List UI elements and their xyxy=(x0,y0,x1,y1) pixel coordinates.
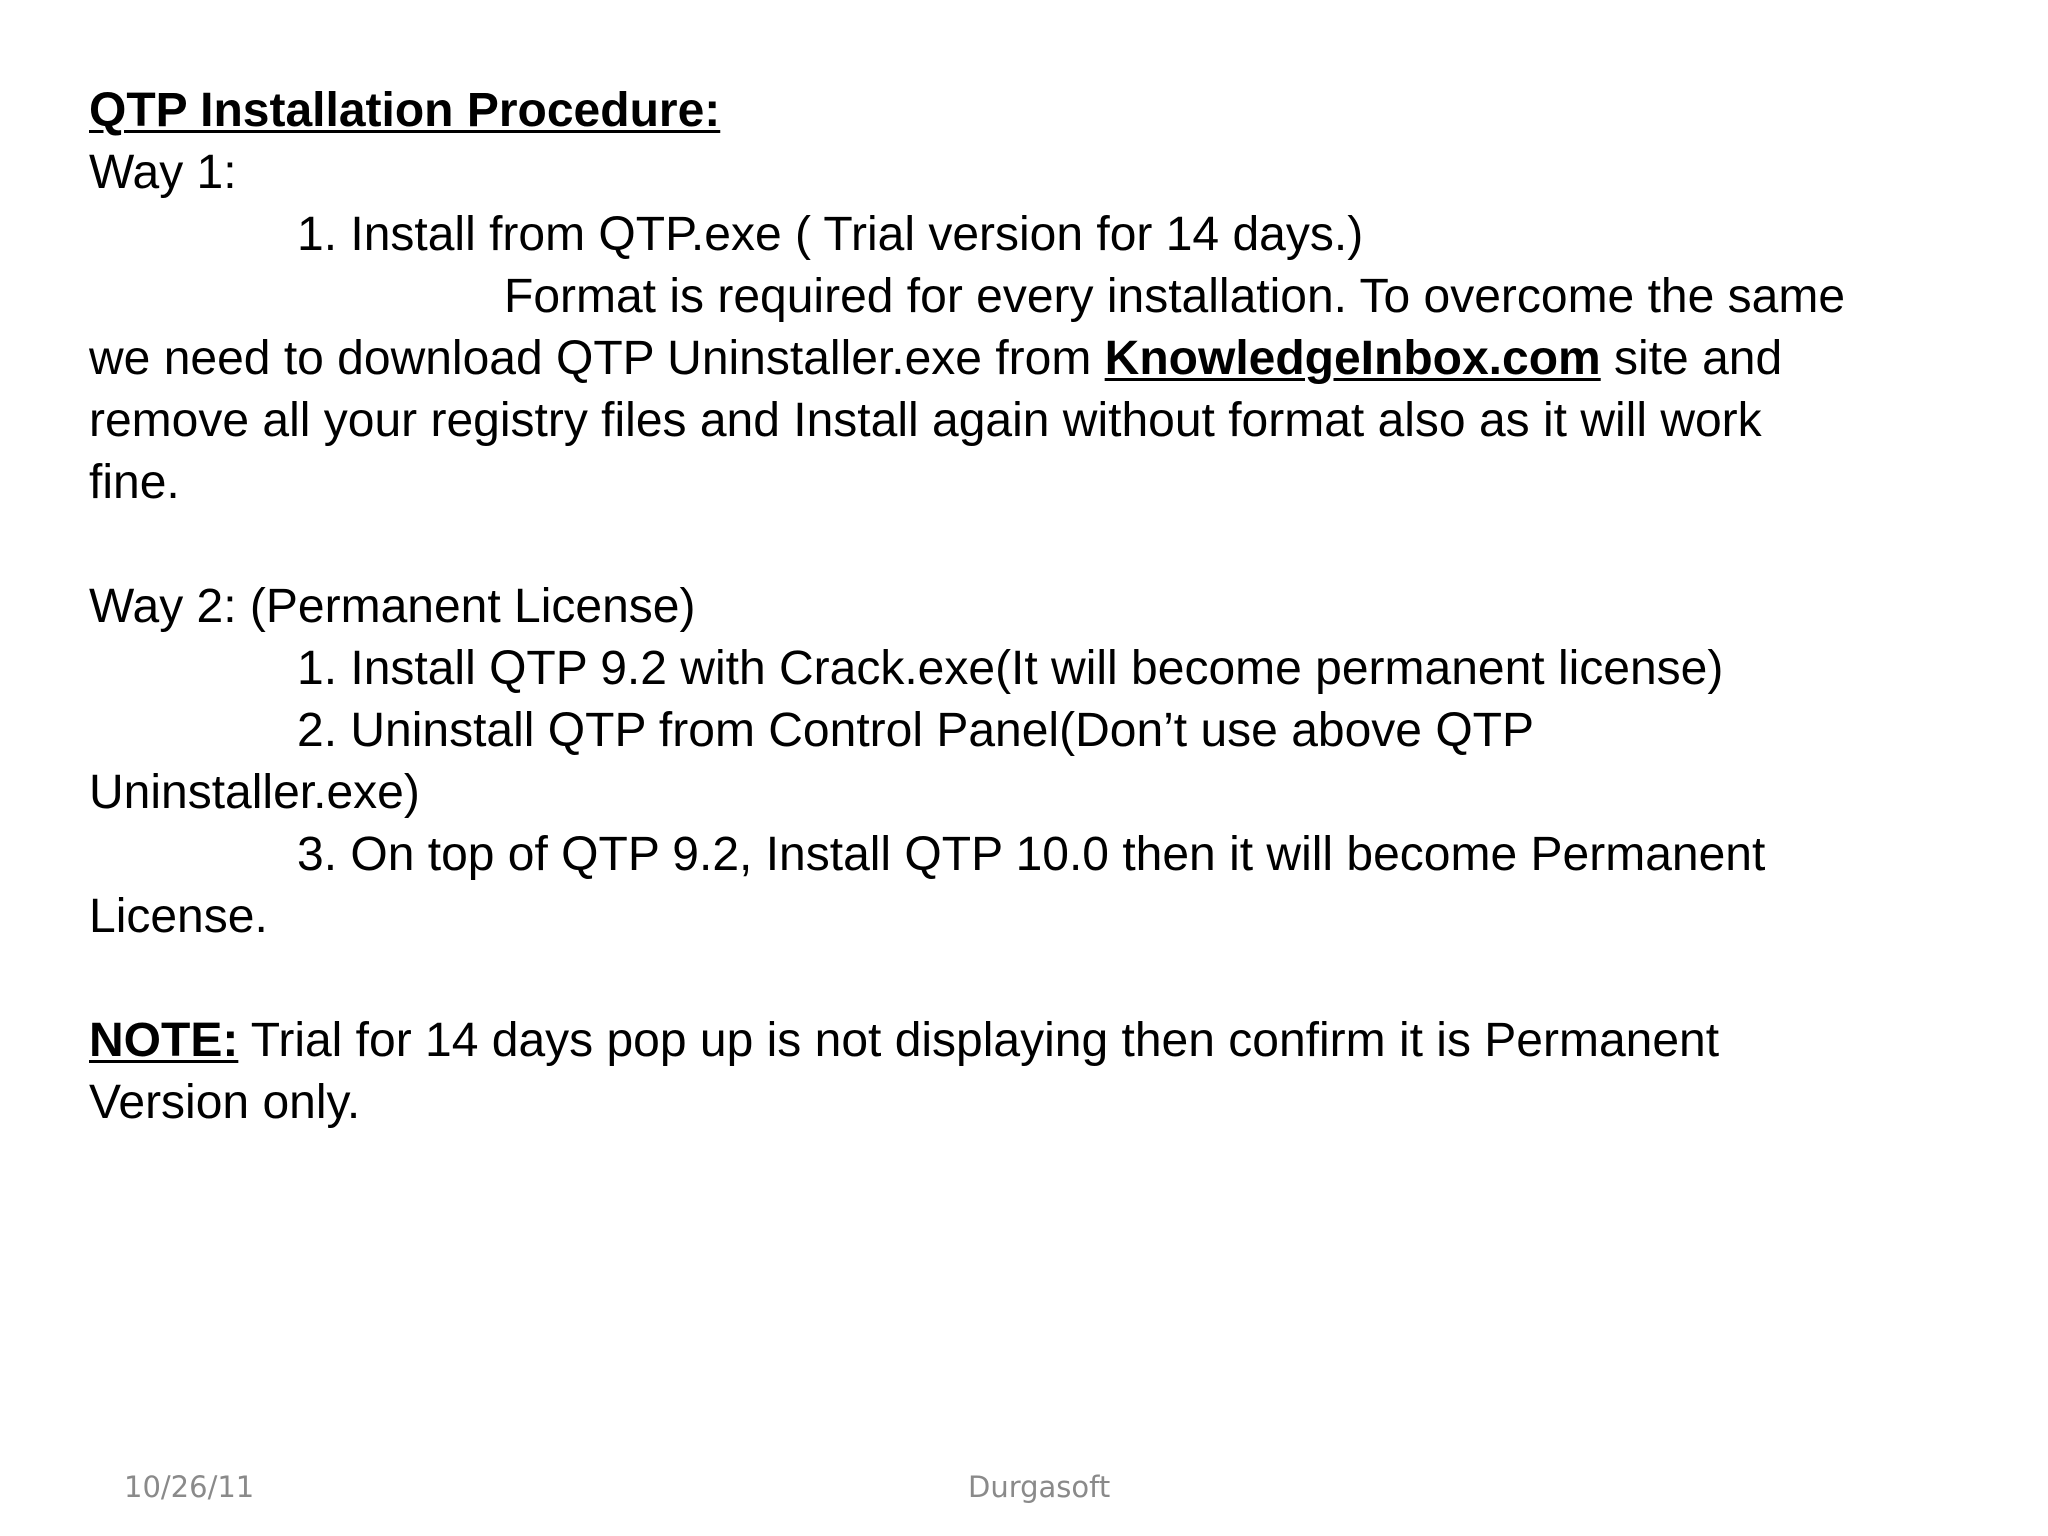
note-label: NOTE: xyxy=(89,1014,239,1067)
way1-heading: Way 1: xyxy=(89,146,237,199)
way1-step1: 1. Install from QTP.exe ( Trial version for 14 days.) xyxy=(297,208,1364,261)
note-line1 xyxy=(89,1010,1989,1072)
way2-heading: Way 2: (Permanent License) xyxy=(89,580,696,633)
way1-note-line4: fine. xyxy=(89,456,180,509)
way1-note-line2-before: we need to download QTP Uninstaller.exe from xyxy=(89,332,1105,385)
knowledgeinbox-link[interactable]: KnowledgeInbox.com xyxy=(1104,332,1601,385)
way2-step2-line1: 2. Uninstall QTP from Control Panel(Don’t use above QTP xyxy=(297,704,1534,757)
way2-step1: 1. Install QTP 9.2 with Crack.exe(It will become permanent license) xyxy=(297,642,1724,695)
way1-note-line1: Format is required for every installation. To overcome the same xyxy=(504,270,1846,323)
spacer xyxy=(89,948,1989,1010)
way2-step3-line2: License. xyxy=(89,890,268,943)
footer-date: 10/26/11 xyxy=(124,1470,255,1504)
note-line2: Version only. xyxy=(89,1076,361,1129)
way2-step3-line1: 3. On top of QTP 9.2, Install QTP 10.0 then it will become Permanent xyxy=(297,828,1766,881)
footer-center-text: Durgasoft xyxy=(968,1470,1111,1504)
slide-title: QTP Installation Procedure: xyxy=(89,84,721,137)
spacer xyxy=(89,514,1989,576)
slide-body xyxy=(89,80,1989,1134)
note-text: Trial for 14 days pop up is not displaying then confirm it is Permanent xyxy=(238,1014,1720,1067)
way1-note-line3: remove all your registry files and Install again without format also as it will work xyxy=(89,394,1762,447)
slide-title-line xyxy=(89,80,1989,142)
way1-note-line2 xyxy=(89,328,1989,390)
way1-note-line2-after: site and xyxy=(1600,332,1783,385)
way2-step2-line2: Uninstaller.exe) xyxy=(89,766,420,819)
